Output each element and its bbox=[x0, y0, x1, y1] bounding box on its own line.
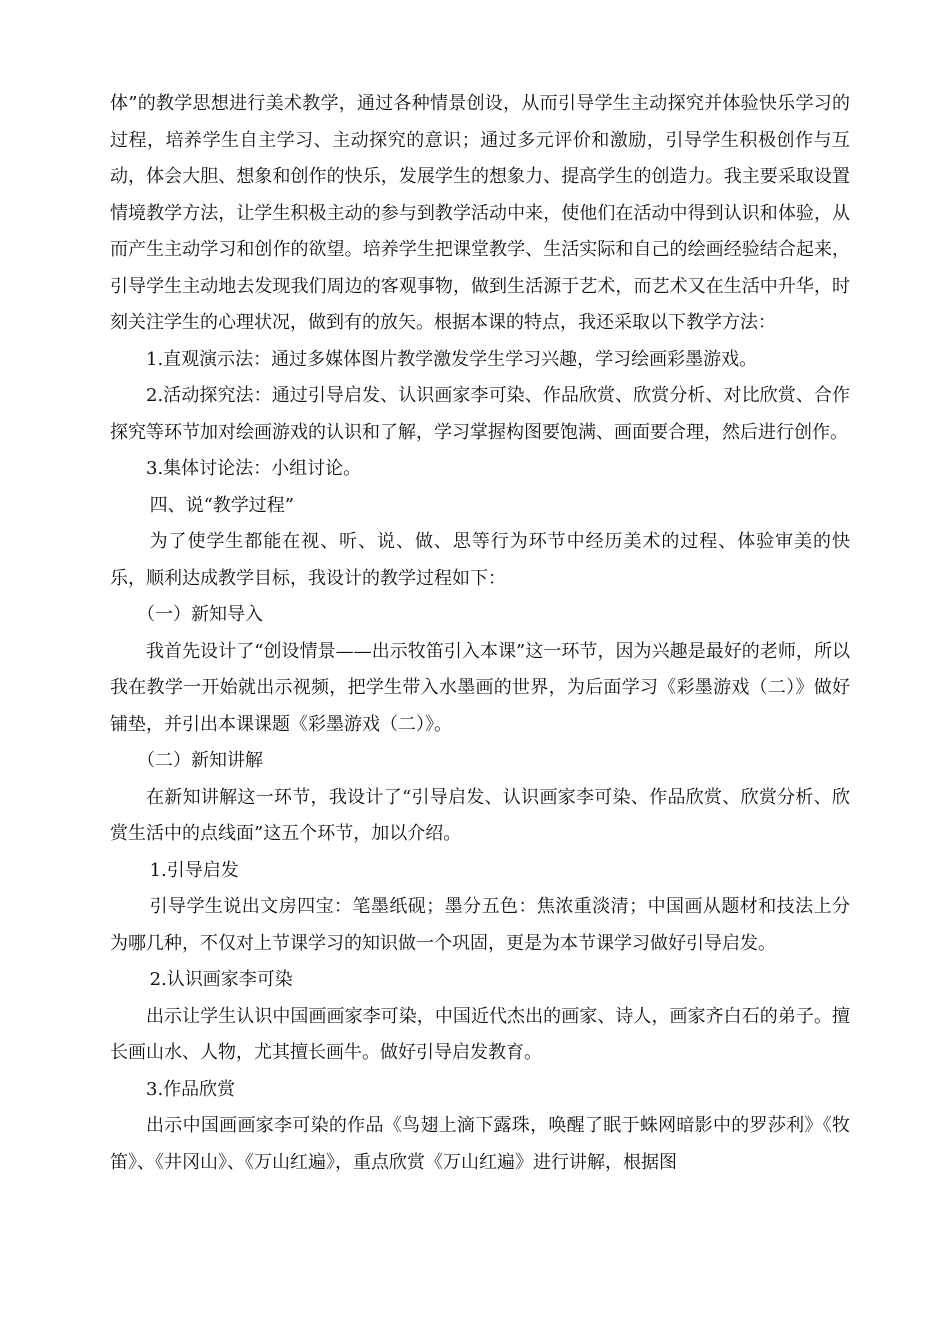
body-paragraph: 在新知讲解这一环节，我设计了“引导启发、认识画家李可染、作品欣赏、欣赏分析、欣赏生活中的点线面”这五个环节，加以介绍。 bbox=[110, 786, 850, 844]
subsection-heading-intro: （一）新知导入 bbox=[137, 604, 263, 625]
body-paragraph: 出示中国画画家李可染的作品《鸟翅上滴下露珠，唤醒了眠于蛛网暗影中的罗莎利》《牧笛》、《井冈山》、《万山红遍》，重点欣赏《万山红遍》进行讲解，根据图 bbox=[110, 1115, 850, 1173]
step-heading-guidance: 1.引导启发 bbox=[149, 859, 239, 881]
body-paragraph: 为了使学生都能在视、听、说、做、思等行为环节中经历美术的过程、体验审美的快乐，顺利达成教学目标，我设计的教学过程如下： bbox=[110, 531, 850, 589]
method-item-1: 1.直观演示法：通过多媒体图片教学激发学生学习兴趣，学习绘画彩墨游戏。 bbox=[146, 348, 758, 370]
section-heading-teaching-process: 四、说“教学过程” bbox=[149, 494, 294, 516]
step-heading-appreciation: 3.作品欣赏 bbox=[146, 1078, 236, 1100]
method-item-2: 2.活动探究法：通过引导启发、认识画家李可染、作品欣赏、欣赏分析、对比欣赏、合作探究等环节加对绘画游戏的认识和了解，学习掌握构图要饱满、画面要合理，然后进行创作。 bbox=[110, 385, 850, 443]
body-paragraph: 引导学生说出文房四宝：笔墨纸砚；墨分五色：焦浓重淡清；中国画从题材和技法上分为哪几种，不仅对上节课学习的知识做一个巩固，更是为本节课学习做好引导启发。 bbox=[110, 896, 850, 954]
document-body bbox=[110, 86, 850, 1181]
body-paragraph: 我首先设计了“创设情景——出示牧笛引入本课”这一环节，因为兴趣是最好的老师，所以我在教学一开始就出示视频，把学生带入水墨画的世界，为后面学习《彩墨游戏（二）》做好铺垫，并引出本课课题《彩墨游戏（二）》。 bbox=[110, 640, 850, 735]
subsection-heading-explanation: （二）新知讲解 bbox=[137, 750, 263, 771]
body-paragraph: 体”的教学思想进行美术教学，通过各种情景创设，从而引导学生主动探究并体验快乐学习的过程，培养学生自主学习、主动探究的意识；通过多元评价和激励，引导学生积极创作与互动，体会大胆、想象和创作的快乐，发展学生的想象力、提高学生的创造力。我主要采取设置情境教学方法，让学生积极主动的参与到教学活动中来，使他们在活动中得到认识和体验，从而产生主动学习和创作的欲望。培养学生把课堂教学、生活实际和自己的绘画经验结合起来，引导学生主动地去发现我们周边的客观事物，做到生活源于艺术，而艺术又在生活中升华，时刻关注学生的心理状况，做到有的放矢。根据本课的特点，我还采取以下教学方法： bbox=[110, 93, 850, 333]
body-paragraph: 出示让学生认识中国画画家李可染，中国近代杰出的画家、诗人，画家齐白石的弟子。擅长画山水、人物，尤其擅长画牛。做好引导启发教育。 bbox=[110, 1005, 850, 1063]
method-item-3: 3.集体讨论法：小组讨论。 bbox=[146, 458, 362, 479]
step-heading-artist: 2.认识画家李可染 bbox=[149, 969, 293, 990]
